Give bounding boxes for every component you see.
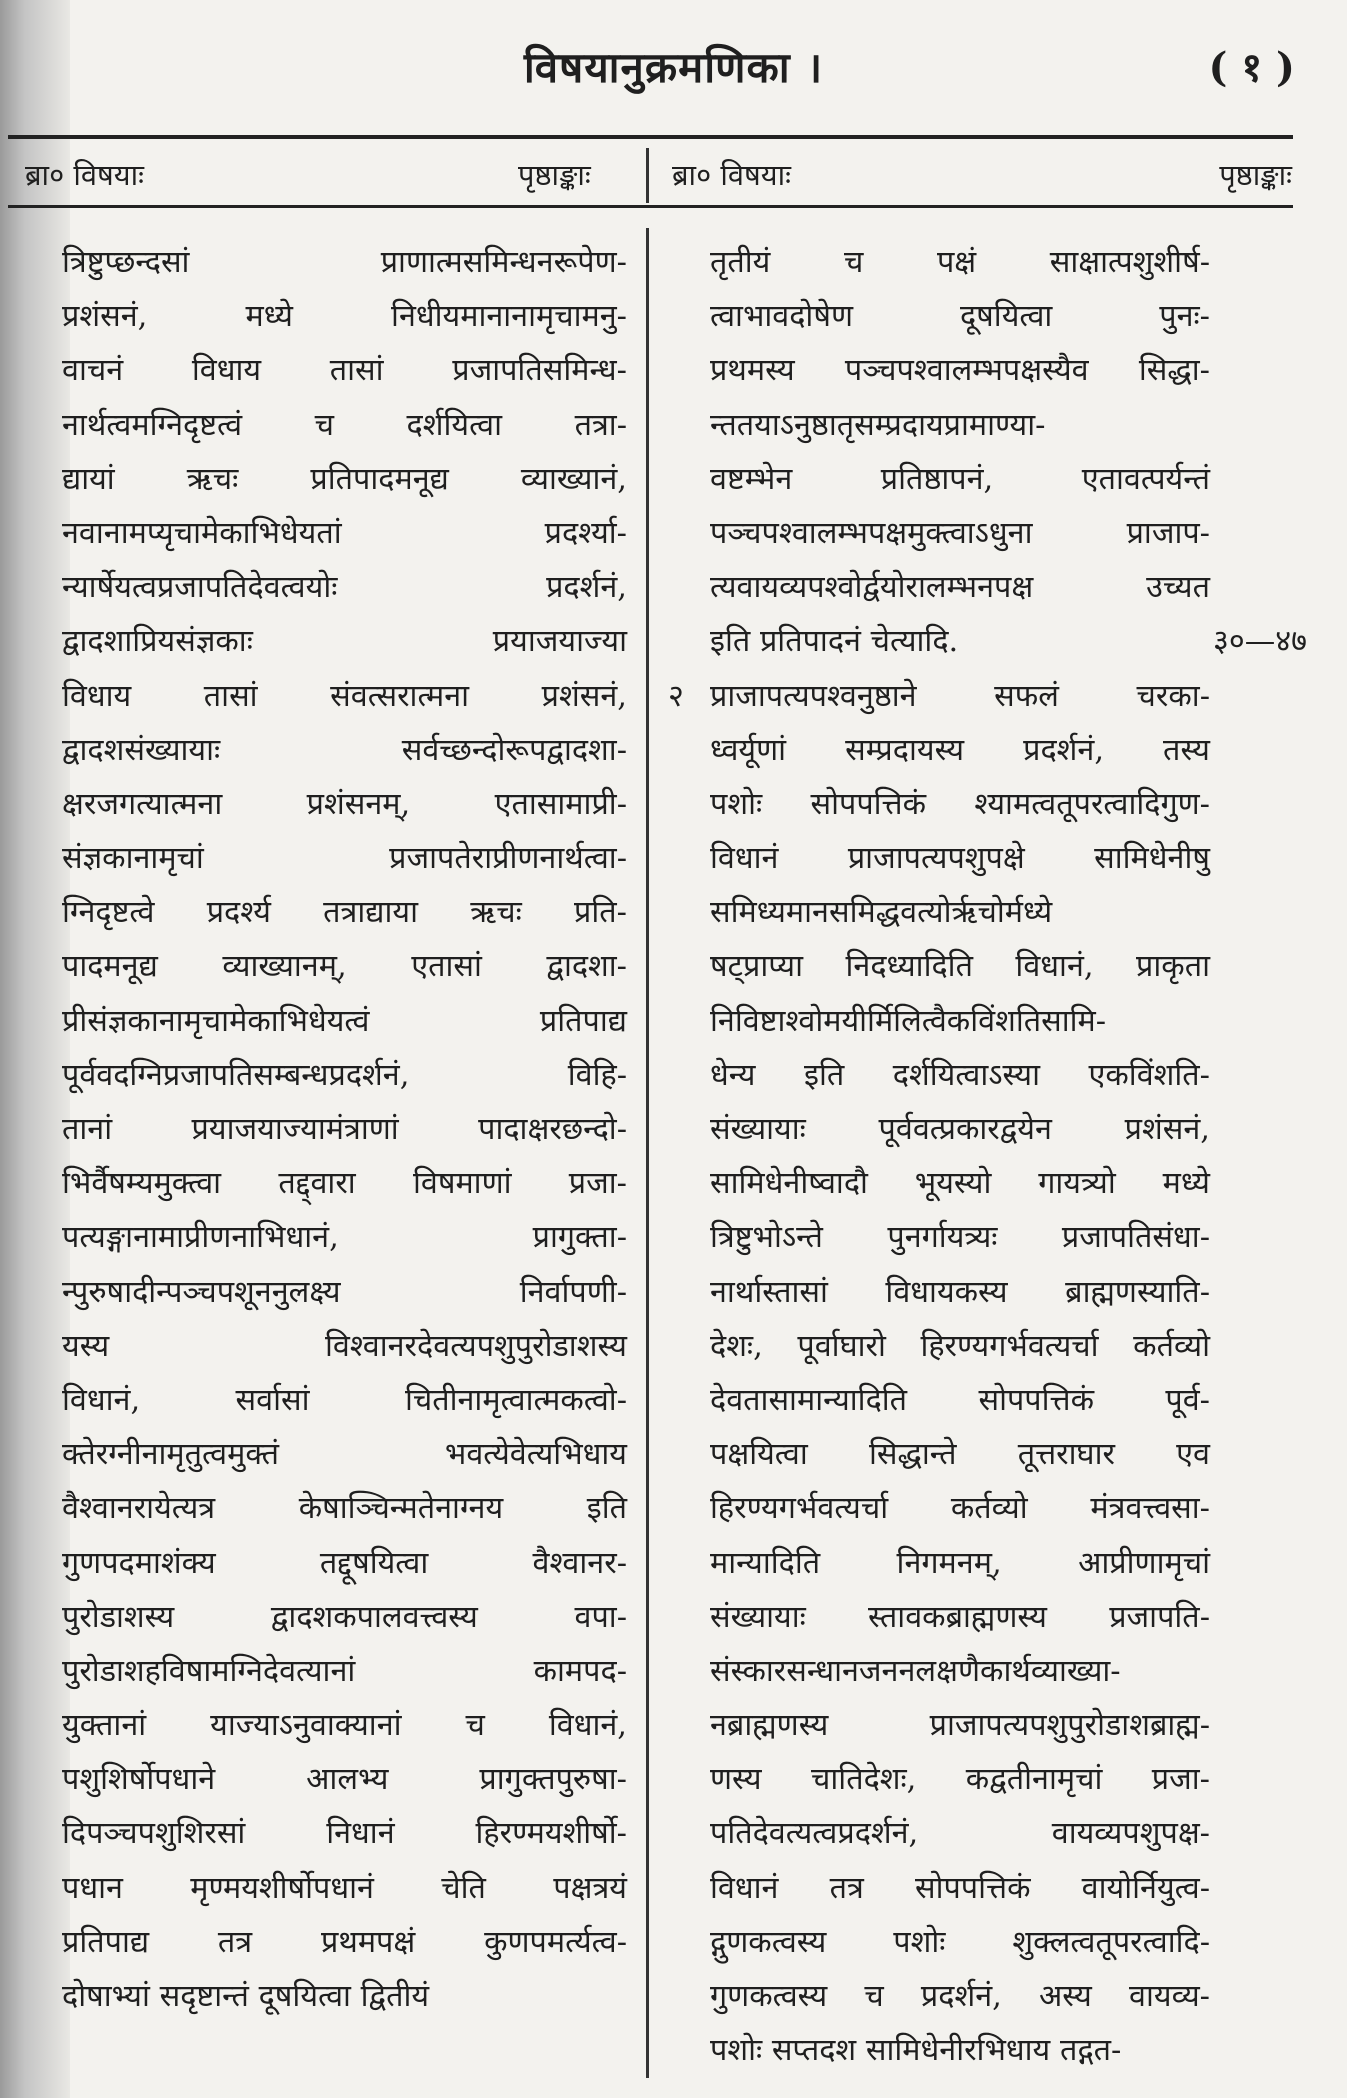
left-text-line: दिपञ्चपशुशिरसां निधानं हिरण्मयशीर्षो- (62, 1816, 627, 1852)
right-text-line: गुणकत्वस्य च प्रदर्शनं, अस्य वायव्य- (710, 1979, 1210, 2014)
left-text-line: नवानामप्यृचामेकाभिधेयतां प्रदर्श्या- (62, 515, 627, 551)
right-text-line: न्ततयाऽनुष्ठातृसम्प्रदायप्रामाण्या- (710, 407, 1046, 443)
right-num-label: ब्रा० (672, 158, 712, 192)
left-text-line: पुरोडाशहविषामग्निदेवत्यानां कामपद- (62, 1653, 627, 1689)
left-text-line: प्रशंसनं, मध्ये निधीयमानानामृचामनु- (62, 299, 627, 335)
right-text-line: प्राजापत्यपश्वनुष्ठाने सफलं चरका- (710, 678, 1210, 714)
left-text-line: पत्यङ्गानामाप्रीणनाभिधानं, प्रागुक्ता- (62, 1220, 627, 1256)
left-text-line: त्रिष्टुप्छन्दसां प्राणात्मसमिन्धनरूपेण- (62, 245, 627, 280)
right-text-line: संख्यायाः पूर्ववत्प्रकारद्वयेन प्रशंसनं, (710, 1112, 1210, 1147)
right-text-line: मान्यादिति निगमनम्, आप्रीणामृचां (710, 1545, 1210, 1581)
left-text-line: प्रतिपाद्य तत्र प्रथमपक्षं कुणपमर्त्यत्व- (62, 1924, 627, 1960)
right-text-line: देशः, पूर्वाघारो हिरण्यगर्भवत्यर्चा कर्तव्यो (710, 1328, 1210, 1364)
page-title: विषयानुक्रमणिका । (523, 43, 824, 92)
right-text-line: णस्य चातिदेशः, कद्वतीनामृचां प्रजा- (710, 1762, 1210, 1798)
right-text-line: पक्षयित्वा सिद्धान्ते तूत्तराघार एव (710, 1437, 1210, 1473)
left-text-line: वाचनं विधाय तासां प्रजापतिसमिन्ध- (62, 353, 627, 389)
body-column-divider (646, 228, 649, 2078)
right-text-line: त्यवायव्यपश्वोर्द्वयोरालम्भनपक्ष उच्यत (710, 570, 1210, 606)
right-text-line: पशोः सोपपत्तिकं श्यामत्वतूपरत्वादिगुण- (710, 786, 1210, 822)
left-num-label: ब्रा० (25, 158, 65, 192)
right-column-header-subject (672, 155, 791, 194)
right-column-text (670, 236, 1310, 2078)
left-text-line: न्पुरुषादीन्पञ्चपशूननुलक्ष्य निर्वापणी- (62, 1274, 627, 1310)
left-column-header-subject (25, 155, 144, 194)
left-text-line: भिर्वैषम्यमुक्त्वा तद्द्वारा विषमाणां प्रजा- (62, 1166, 627, 1202)
left-text-line: द्वादशसंख्यायाः सर्वच्छन्दोरूपद्वादशा- (62, 732, 627, 768)
right-text-line: निविष्टाश्वोमयीर्मिलित्वैकविंशतिसामि- (710, 1003, 1107, 1039)
right-text-line: विधानं प्राजापत्यपशुपक्षे सामिधेनीषु (710, 841, 1210, 877)
left-text-line: ग्निदृष्टत्वे प्रदर्श्य तत्राद्याया ऋचः प्रति- (62, 895, 627, 931)
left-text-line: द्वादशाप्रियसंज्ञकाः प्रयाजयाज्या (62, 624, 627, 660)
right-text-line: पतिदेवत्यत्वप्रदर्शनं, वायव्यपशुपक्ष- (710, 1816, 1210, 1852)
right-text-line: विधानं तत्र सोपपत्तिकं वायोर्नियुत्व- (710, 1870, 1210, 1906)
right-text-line: नब्राह्मणस्य प्राजापत्यपशुपुरोडाशब्राह्म- (710, 1708, 1210, 1744)
left-text-line: क्तेरग्नीनामृतुत्वमुक्तं भवत्येवेत्यभिधाय (62, 1437, 627, 1473)
left-text-line: विधाय तासां संवत्सरात्मना प्रशंसनं, (62, 678, 627, 714)
left-text-line: प्रीसंज्ञकानामृचामेकाभिधेयत्वं प्रतिपाद्य (62, 1003, 627, 1039)
left-page-label: पृष्ठाङ्काः (518, 158, 591, 192)
right-text-line: पञ्चपश्वालम्भपक्षमुक्त्वाऽधुना प्राजाप- (710, 515, 1210, 551)
left-text-line: गुणपदमाशंक्य तद्दूषयित्वा वैश्वानर- (62, 1545, 627, 1581)
left-text-line: द्यायां ऋचः प्रतिपादमनूद्य व्याख्यानं, (62, 461, 627, 497)
left-text-line: युक्तानां याज्याऽनुवाक्यानां च विधानं, (62, 1708, 627, 1744)
header-rule-top (8, 135, 1293, 139)
header-column-divider (646, 148, 649, 203)
right-text-line: पशोः सप्तदश सामिधेनीरभिधाय तद्गत- (710, 2033, 1122, 2069)
right-page-label: पृष्ठाङ्काः (1219, 158, 1292, 192)
left-text-line: तानां प्रयाजयाज्यामंत्राणां पादाक्षरछन्दो- (62, 1112, 627, 1147)
header-rule-bottom (8, 205, 1293, 208)
left-text-line: पुरोडाशस्य द्वादशकपालवत्त्वस्य वपा- (62, 1599, 627, 1635)
left-subject-label: विषयाः (73, 158, 144, 192)
left-text-line: वैश्वानरायेत्यत्र केषाञ्चिन्मतेनाग्नय इति (62, 1491, 627, 1527)
right-text-line: धेन्य इति दर्शयित्वाऽस्या एकविंशति- (710, 1057, 1210, 1093)
entry-number: २ (668, 678, 684, 714)
page-number: ( १ ) (1208, 44, 1295, 91)
left-text-line: क्षरजगत्यात्मना प्रशंसनम्, एतासामाप्री- (62, 786, 627, 822)
right-text-line: देवतासामान्यादिति सोपपत्तिकं पूर्व- (710, 1382, 1210, 1418)
right-text-line: ध्वर्यूणां सम्प्रदायस्य प्रदर्शनं, तस्य (710, 732, 1210, 768)
left-text-line: पशुशिर्षोपधाने आलभ्य प्रागुक्तपुरुषा- (62, 1762, 627, 1798)
right-text-line: संस्कारसन्धानजननलक्षणैकार्थव्याख्या- (710, 1653, 1121, 1689)
left-text-line: पधान मृण्मयशीर्षोपधानं चेति पक्षत्रयं (62, 1870, 627, 1906)
right-text-line: तृतीयं च पक्षं साक्षात्पशुशीर्ष- (710, 245, 1210, 280)
right-text-line: प्रथमस्य पञ्चपश्वालम्भपक्षस्यैव सिद्धा- (710, 353, 1210, 389)
left-text-line: पूर्ववदग्निप्रजापतिसम्बन्धप्रदर्शनं, विहि- (62, 1057, 627, 1093)
left-text-line: न्यार्षेयत्वप्रजापतिदेवत्वयोः प्रदर्शनं, (62, 570, 627, 606)
right-text-line: षट्प्राप्या निदध्यादिति विधानं, प्राकृता (710, 949, 1210, 985)
right-text-line: वष्टम्भेन प्रतिष्ठापनं, एतावत्पर्यन्तं (710, 461, 1210, 497)
page-range: ३०—४७ (1213, 624, 1307, 660)
left-column-text (62, 236, 627, 2024)
right-subject-label: विषयाः (720, 158, 791, 192)
right-text-line: त्रिष्टुभोऽन्ते पुनर्गायत्र्यः प्रजापतिसंधा- (710, 1220, 1210, 1256)
left-text-line: पादमनूद्य व्याख्यानम्, एतासां द्वादशा- (62, 949, 627, 985)
left-text-line: दोषाभ्यां सदृष्टान्तं दूषयित्वा द्वितीयं (62, 1979, 430, 2014)
right-text-line: त्वाभावदोषेण दूषयित्वा पुनः- (710, 299, 1210, 335)
left-text-line: यस्य विश्वानरदेवत्यपशुपुरोडाशस्य (62, 1328, 627, 1364)
right-text-line: इति प्रतिपादनं चेत्यादि. (710, 624, 959, 660)
right-text-line: द्गुणकत्वस्य पशोः शुक्लत्वतूपरत्वादि- (710, 1924, 1210, 1960)
right-text-line: हिरण्यगर्भवत्यर्चा कर्तव्यो मंत्रवत्त्वसा- (710, 1491, 1210, 1527)
left-text-line: नार्थत्वमग्निदृष्टत्वं च दर्शयित्वा तत्रा- (62, 407, 627, 443)
right-text-line: सामिधेनीष्वादौ भूयस्यो गायत्र्यो मध्ये (710, 1166, 1210, 1202)
left-text-line: संज्ञकानामृचां प्रजापतेराप्रीणनार्थत्वा- (62, 841, 627, 877)
right-text-line: समिध्यमानसमिद्धवत्योर्ऋचोर्मध्ये (710, 895, 1053, 931)
right-text-line: संख्यायाः स्तावकब्राह्मणस्य प्रजापति- (710, 1599, 1210, 1635)
left-text-line: विधानं, सर्वासां चितीनामृत्वात्मकत्वो- (62, 1382, 627, 1418)
right-text-line: नार्थास्तासां विधायकस्य ब्राह्मणस्याति- (710, 1274, 1210, 1310)
